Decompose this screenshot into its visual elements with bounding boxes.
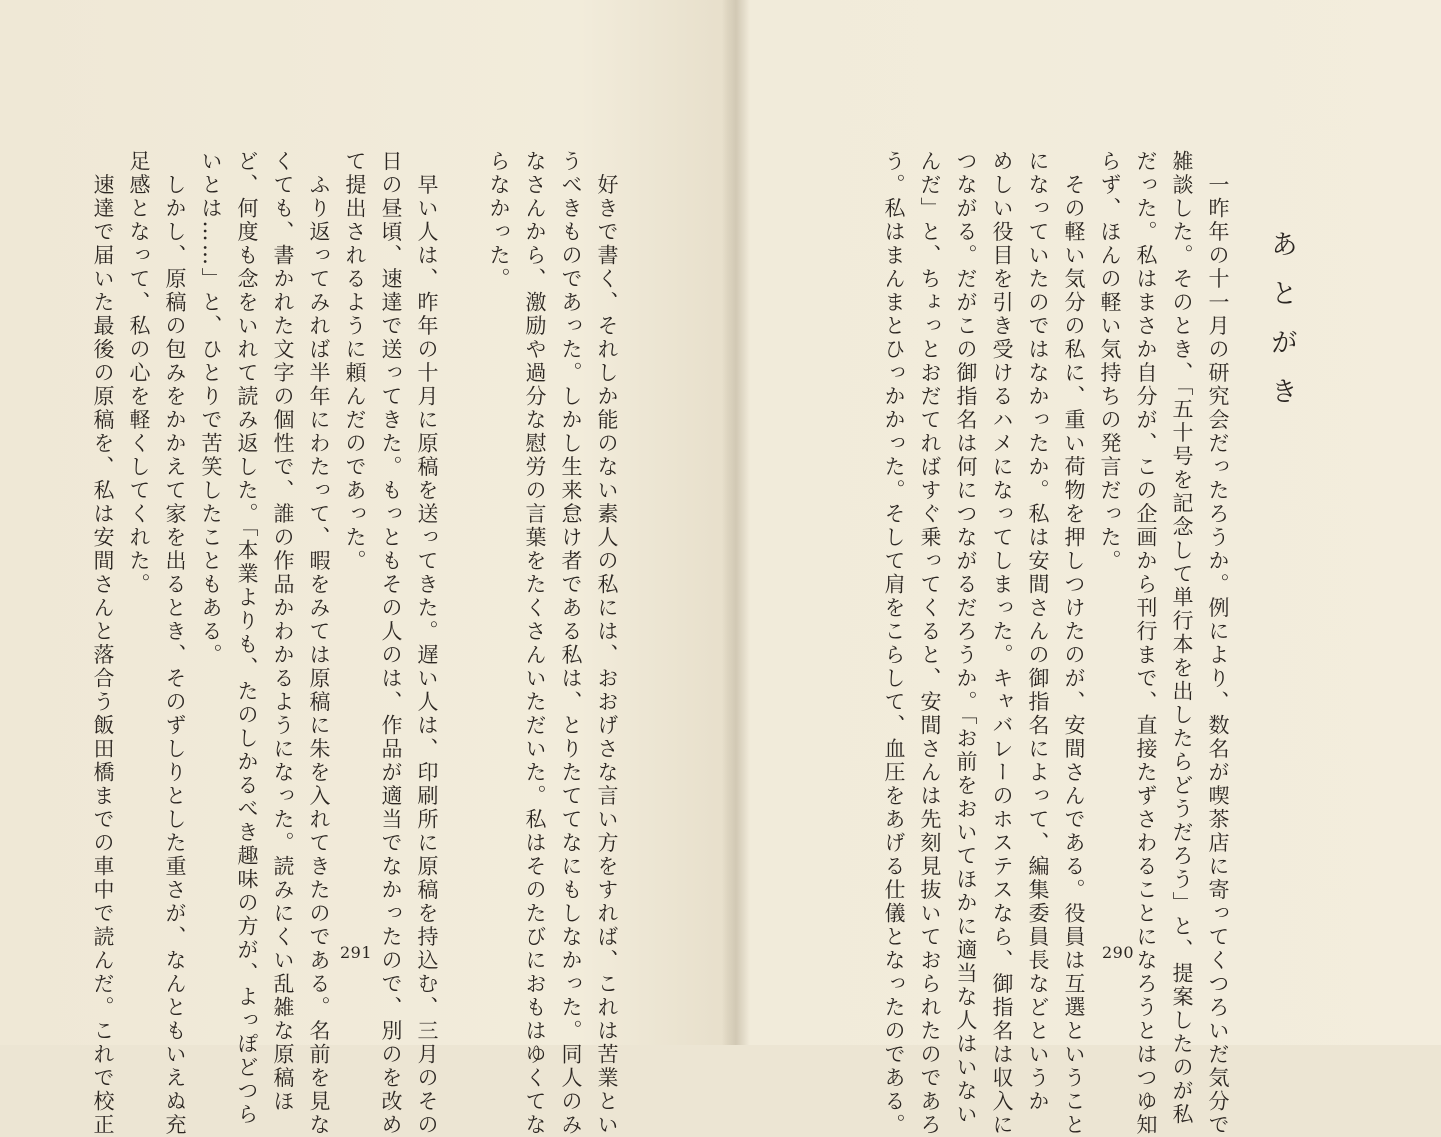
paragraph-line: 一昨年の十一月の研究会だったろうか。例により、数名が喫茶店に寄ってくつろいだ気分で <box>1206 150 1230 1137</box>
heading-gap <box>1236 150 1346 930</box>
paragraph-line: なさんから、激励や過分な慰労の言葉をたくさんいただいた。私はそのたびにおもはゆくてな <box>523 150 547 1137</box>
paragraph-line: その軽い気分の私に、重い荷物を押しつけたのが、安間さんである。役員は互選ということ <box>1062 150 1086 1137</box>
paragraph-line: らず、ほんの軽い気持ちの発言だった。 <box>1098 150 1122 573</box>
paragraph-line: 雑談した。そのとき、「五十号を記念して単行本を出したらどうだろう」と、提案したのが私 <box>1170 150 1194 1127</box>
right-page <box>735 0 1441 1137</box>
paragraph-line: んだ」と、ちょっとおだてればすぐ乗ってくると、安間さんは先刻見抜いておられたのであろ <box>918 150 942 1137</box>
paragraph-line: 足感となって、私の心を軽くしてくれた。 <box>127 150 151 597</box>
paragraph-gap <box>445 150 481 930</box>
paragraph-line: だった。私はまさか自分が、この企画から刊行まで、直接たずさわることになろうとはつゆ知 <box>1134 150 1158 1137</box>
paragraph-line: うべきものであった。しかし生来怠け者である私は、とりたててなにもしなかった。同人のみ <box>559 150 583 1137</box>
paragraph-line: しかし、原稿の包みをかかえて家を出るとき、そのずしりとした重さが、なんともいえぬ充 <box>163 150 187 1137</box>
paragraph-line: て提出されるように頼んだのであった。 <box>343 150 367 573</box>
paragraph-line: 日の昼頃、速達で送ってきた。もっともその人のは、作品が適当でなかったので、別のを改め <box>379 150 403 1137</box>
page-number: 290 <box>1102 943 1135 962</box>
paragraph-line: いとは……」と、ひとりで苦笑したこともある。 <box>199 150 223 667</box>
section-heading: あとがき <box>1266 230 1297 426</box>
page-number: 291 <box>340 943 373 962</box>
paragraph-line: らなかった。 <box>487 150 511 291</box>
paragraph-line: つながる。だがこの御指名は何につながるだろうか。「お前をおいてほかに適当な人はいない <box>954 150 978 1127</box>
paragraph-line: 好きで書く、それしか能のない素人の私には、おおげさな言い方をすれば、これは苦業とい <box>595 150 619 1137</box>
paragraph-line: めしい役目を引き受けるハメになってしまった。キャバレーのホステスなら、御指名は収入に <box>990 150 1014 1137</box>
paragraph-line: う。私はまんまとひっかかった。そして肩をこらして、血圧をあげる仕儀となったのである。 <box>882 150 906 1137</box>
paragraph-line: ふり返ってみれば半年にわたって、暇をみては原稿に朱を入れてきたのである。名前を見な <box>307 150 331 1137</box>
paragraph-line: 早い人は、昨年の十月に原稿を送ってきた。遅い人は、印刷所に原稿を持込む、三月のその <box>415 150 439 1137</box>
paragraph-line: くても、書かれた文字の個性で、誰の作品かわかるようになった。読みにくい乱雑な原稿ほ <box>271 150 295 1114</box>
paragraph-line: 速達で届いた最後の原稿を、私は安間さんと落合う飯田橋までの車中で読んだ。これで校正 <box>91 150 115 1137</box>
paragraph-line: ど、何度も念をいれて読み返した。「本業よりも、たのしかるべき趣味の方が、よっぽどつら <box>235 150 259 1127</box>
paragraph-line: になっていたのではなかったか。私は安間さんの御指名によって、編集委員長などというか <box>1026 150 1050 1114</box>
